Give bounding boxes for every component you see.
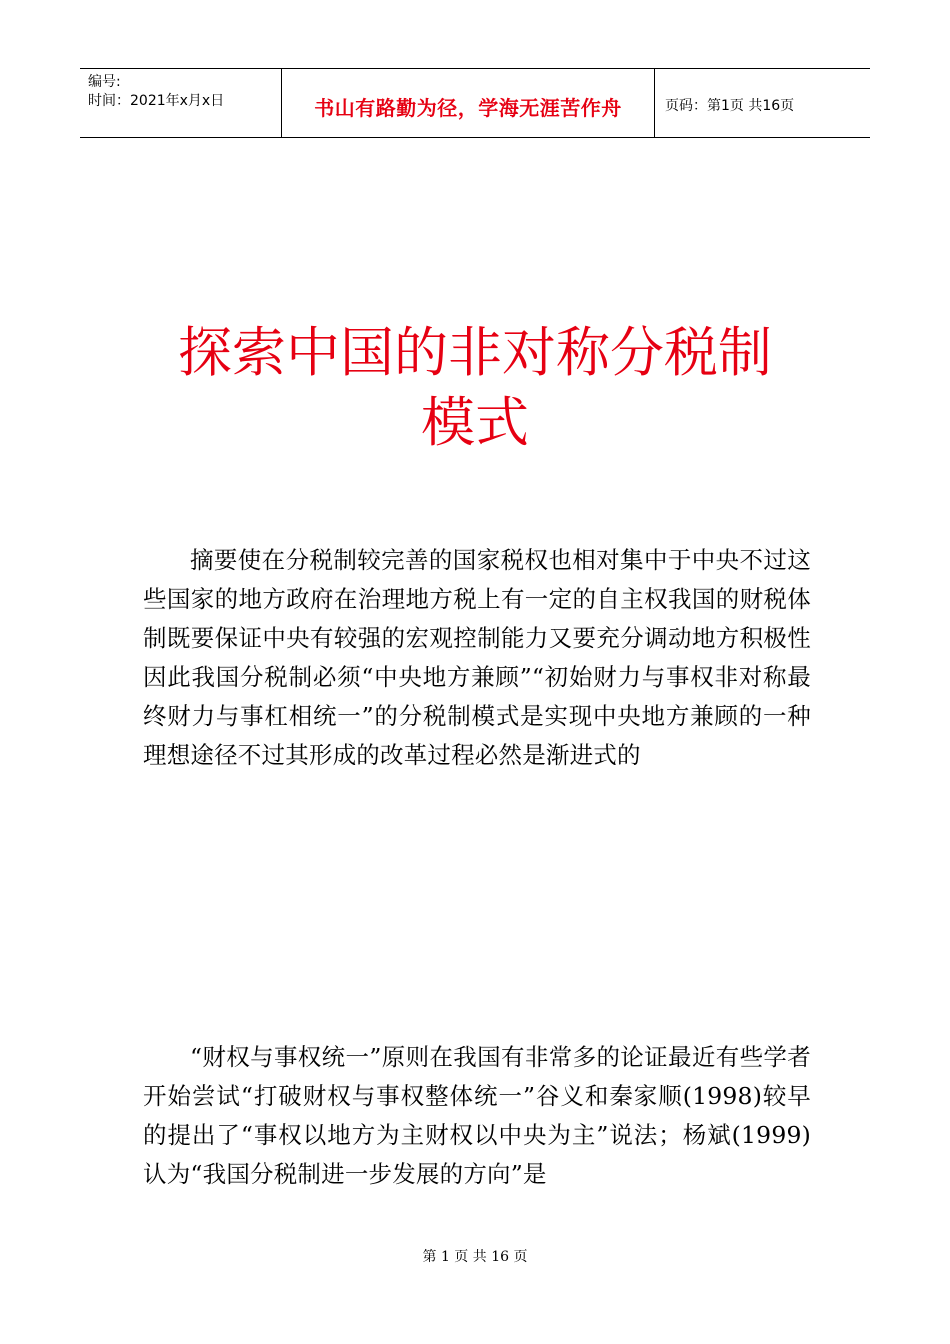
paragraph-body: “财权与事权统一”原则在我国有非常多的论证最近有些学者开始尝试“打破财权与事权整体统一”谷义和秦家顺(1998)较早的提出了“事权以地方为主财权以中央为主”说法；杨斌(1999)认为“我国分税制进一步发展的方向”是 [143, 1043, 811, 1188]
document-header [80, 68, 870, 138]
header-motto: 书山有路勤为径，学海无涯苦作舟 [282, 69, 655, 137]
number-label: 编号: [88, 74, 121, 90]
header-meta [80, 69, 282, 137]
paragraph-abstract: 摘要使在分税制较完善的国家税权也相对集中于中央不过这些国家的地方政府在治理地方税上有一定的自主权我国的财税体制既要保证中央有较强的宏观控制能力又要充分调动地方积极性因此我国分税制必须“中央地方兼顾”“初始财力与事权非对称最终财力与事杠相统一”的分税制模式是实现中央地方兼顾的一种理想途径不过其形成的改革过程必然是渐进式的 [143, 546, 811, 769]
page-footer: 第 1 页 共 16 页 [422, 1249, 528, 1265]
time-label: 时间：2021年x月x日 [88, 93, 225, 109]
title-line-1: 探索中国的非对称分税制 [178, 321, 772, 384]
title-line-2: 模式 [421, 391, 529, 454]
document-title [0, 318, 950, 458]
header-page-code: 页码：第1页 共16页 [665, 98, 795, 114]
